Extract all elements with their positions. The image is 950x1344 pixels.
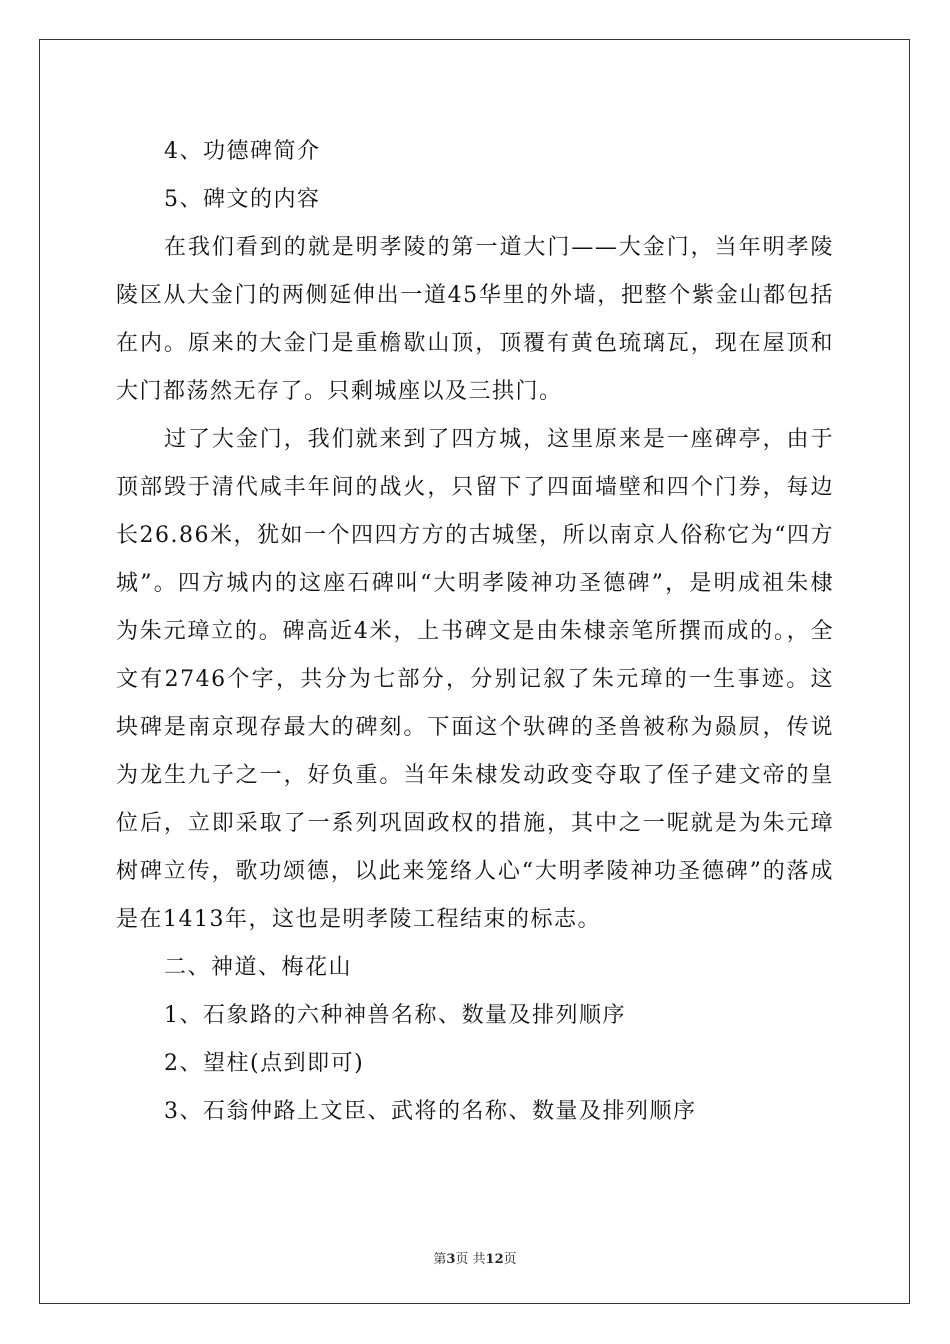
list-item: 2、望柱(点到即可) xyxy=(164,1051,365,1076)
page-footer xyxy=(0,1248,950,1267)
list-item: 4、功德碑简介 xyxy=(164,139,321,164)
footer-prefix: 第 xyxy=(433,1252,447,1267)
footer-suffix: 页 xyxy=(503,1252,517,1267)
paragraph: 在我们看到的就是明孝陵的第一道大门——大金门，当年明孝陵陵区从大金门的两侧延伸出一道45华里的外墙，把整个紫金山都包括在内。原来的大金门是重檐歇山顶，顶覆有黄色琉璃瓦，现在屋顶和大门都荡然无存了。只剩城座以及三拱门。 xyxy=(116,235,834,404)
paragraph: 过了大金门，我们就来到了四方城，这里原来是一座碑亭，由于顶部毁于清代咸丰年间的战火，只留下了四面墙壁和四个门券，每边长26.86米，犹如一个四四方方的古城堡，所以南京人俗称它为“四方城”。四方城内的这座石碑叫“大明孝陵神功圣德碑”，是明成祖朱棣为朱元璋立的。碑高近4米，上书碑文是由朱棣亲笔所撰而成的。，全文有2746个字，共分为七部分，分别记叙了朱元璋的一生事迹。这块碑是南京现存最大的碑刻。下面这个驮碑的圣兽被称为赑屃，传说为龙生九子之一，好负重。当年朱棣发动政变夺取了侄子建文帝的皇位后，立即采取了一系列巩固政权的措施，其中之一呢就是为朱元璋树碑立传，歌功颂德，以此来笼络人心“大明孝陵神功圣德碑”的落成是在1413年，这也是明孝陵工程结束的标志。 xyxy=(116,427,834,932)
footer-total-pages: 12 xyxy=(485,1252,504,1267)
section-heading: 二、神道、梅花山 xyxy=(164,955,353,980)
footer-page-number: 3 xyxy=(446,1252,456,1267)
list-item: 5、碑文的内容 xyxy=(164,187,321,212)
footer-mid: 页 共 xyxy=(455,1252,486,1267)
list-item: 1、石象路的六种神兽名称、数量及排列顺序 xyxy=(164,1003,626,1028)
document-body xyxy=(116,128,834,1136)
list-item: 3、石翁仲路上文臣、武将的名称、数量及排列顺序 xyxy=(164,1099,697,1124)
